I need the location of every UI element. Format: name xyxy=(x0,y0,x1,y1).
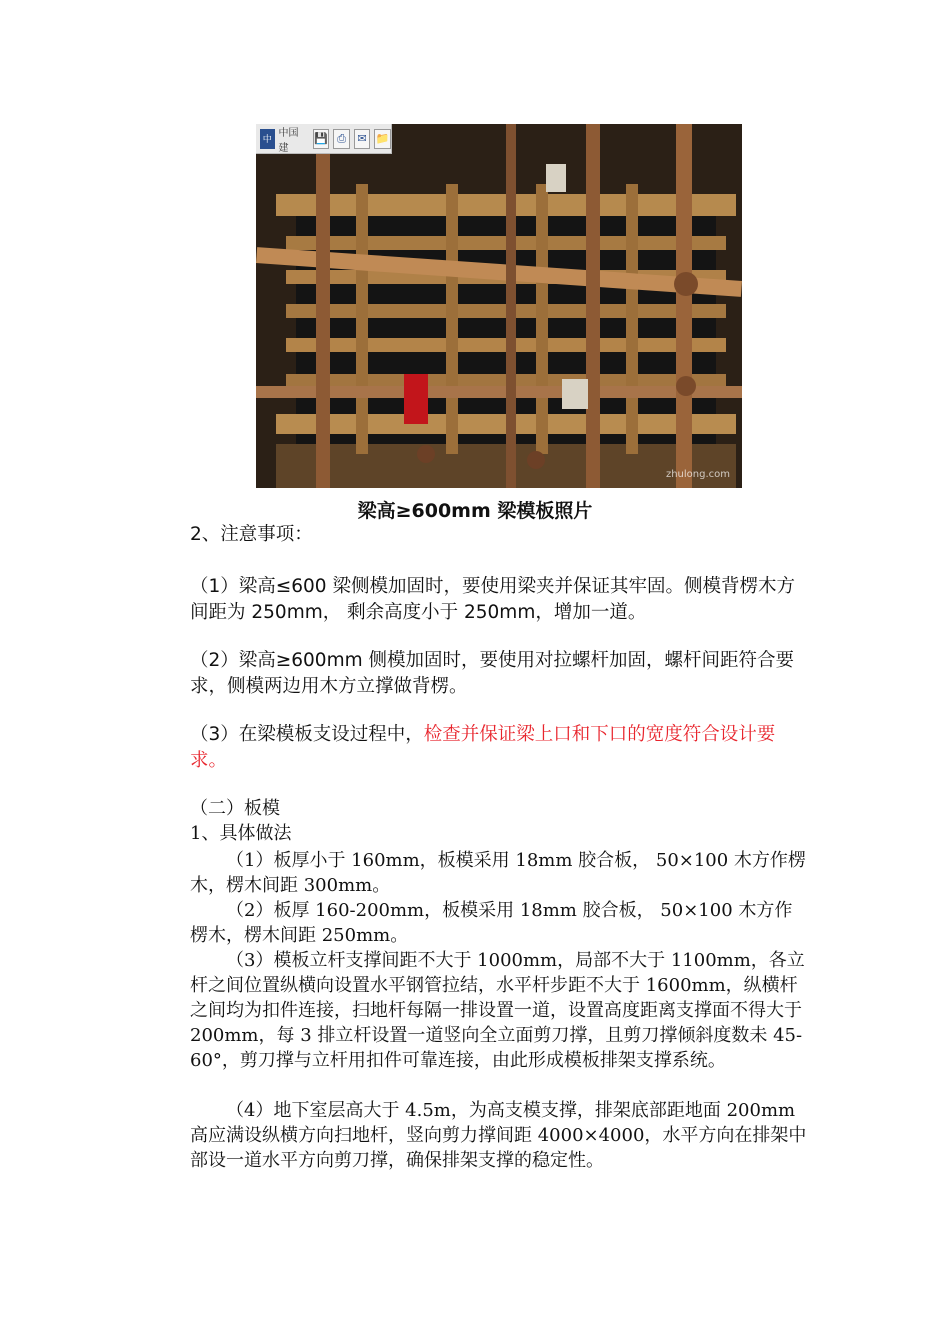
note-item-1: （1）梁高≤600 梁侧模加固时，要使用梁夹并保证其牢固。侧模背楞木方间距为 250mm， 剩余高度小于 250mm，增加一道。 xyxy=(190,576,795,623)
formwork-scene xyxy=(256,124,742,488)
note-item-3 xyxy=(190,722,810,774)
slab-paragraph-3: （3）模板立杆支撑间距不大于 1000mm，局部不大于 1100mm，各立杆之间位置纵横向设置水平钢管拉结，水平杆步距不大于 1600mm，纵横杆之间均为扣件连接，扫地杆每隔一排设置一道，设置高度距离支撑面不得大于 200mm，每 3 排立杆设置一道竖向全立面剪刀撑，且剪刀撑倾斜度数未 45-60°，剪刀撑与立杆用扣件可靠连接，由此形成模板排架支撑系统。 xyxy=(190,950,805,1071)
notes-heading: 2、注意事项： xyxy=(190,524,313,545)
slab-paragraph-1: （1）板厚小于 160mm，板模采用 18mm 胶合板， 50×100 木方作楞木，楞木间距 300mm。 xyxy=(190,850,806,896)
company-name: 中国建 xyxy=(278,127,299,154)
photo-watermark: zhulong.com xyxy=(665,469,730,480)
print-icon[interactable]: ⎙ xyxy=(333,129,350,149)
photo-caption: 梁高≥600mm 梁模板照片 xyxy=(357,500,593,522)
note-item-2: （2）梁高≥600mm 侧模加固时，要使用对拉螺杆加固，螺杆间距符合要求，侧模两边用木方立撑做背楞。 xyxy=(190,650,795,697)
company-logo: 中 xyxy=(260,129,275,149)
slab-heading: （二）板模 xyxy=(190,798,280,819)
note-item-3-highlight: 检查并保证梁上口和下口的宽度符合设计要求。 xyxy=(190,724,776,771)
save-icon[interactable]: 💾 xyxy=(313,129,330,149)
mail-icon[interactable]: ✉ xyxy=(354,129,371,149)
note-item-3-prefix: （3）在梁模板支设过程中， xyxy=(190,724,424,745)
beam-formwork-photo xyxy=(256,124,742,488)
viewer-toolbar xyxy=(256,124,392,154)
slab-subheading: 1、具体做法 xyxy=(190,823,292,844)
folder-icon[interactable]: 📁 xyxy=(374,129,391,149)
slab-paragraph-2: （2）板厚 160-200mm，板模采用 18mm 胶合板， 50×100 木方作楞木，楞木间距 250mm。 xyxy=(190,900,793,946)
slab-paragraph-4: （4）地下室层高大于 4.5m，为高支模支撑，排架底部距地面 200mm 高应满设纵横方向扫地杆，竖向剪力撑间距 4000×4000，水平方向在排架中部设一道水平方向剪刀撑，确保排架支撑的稳定性。 xyxy=(190,1100,807,1171)
